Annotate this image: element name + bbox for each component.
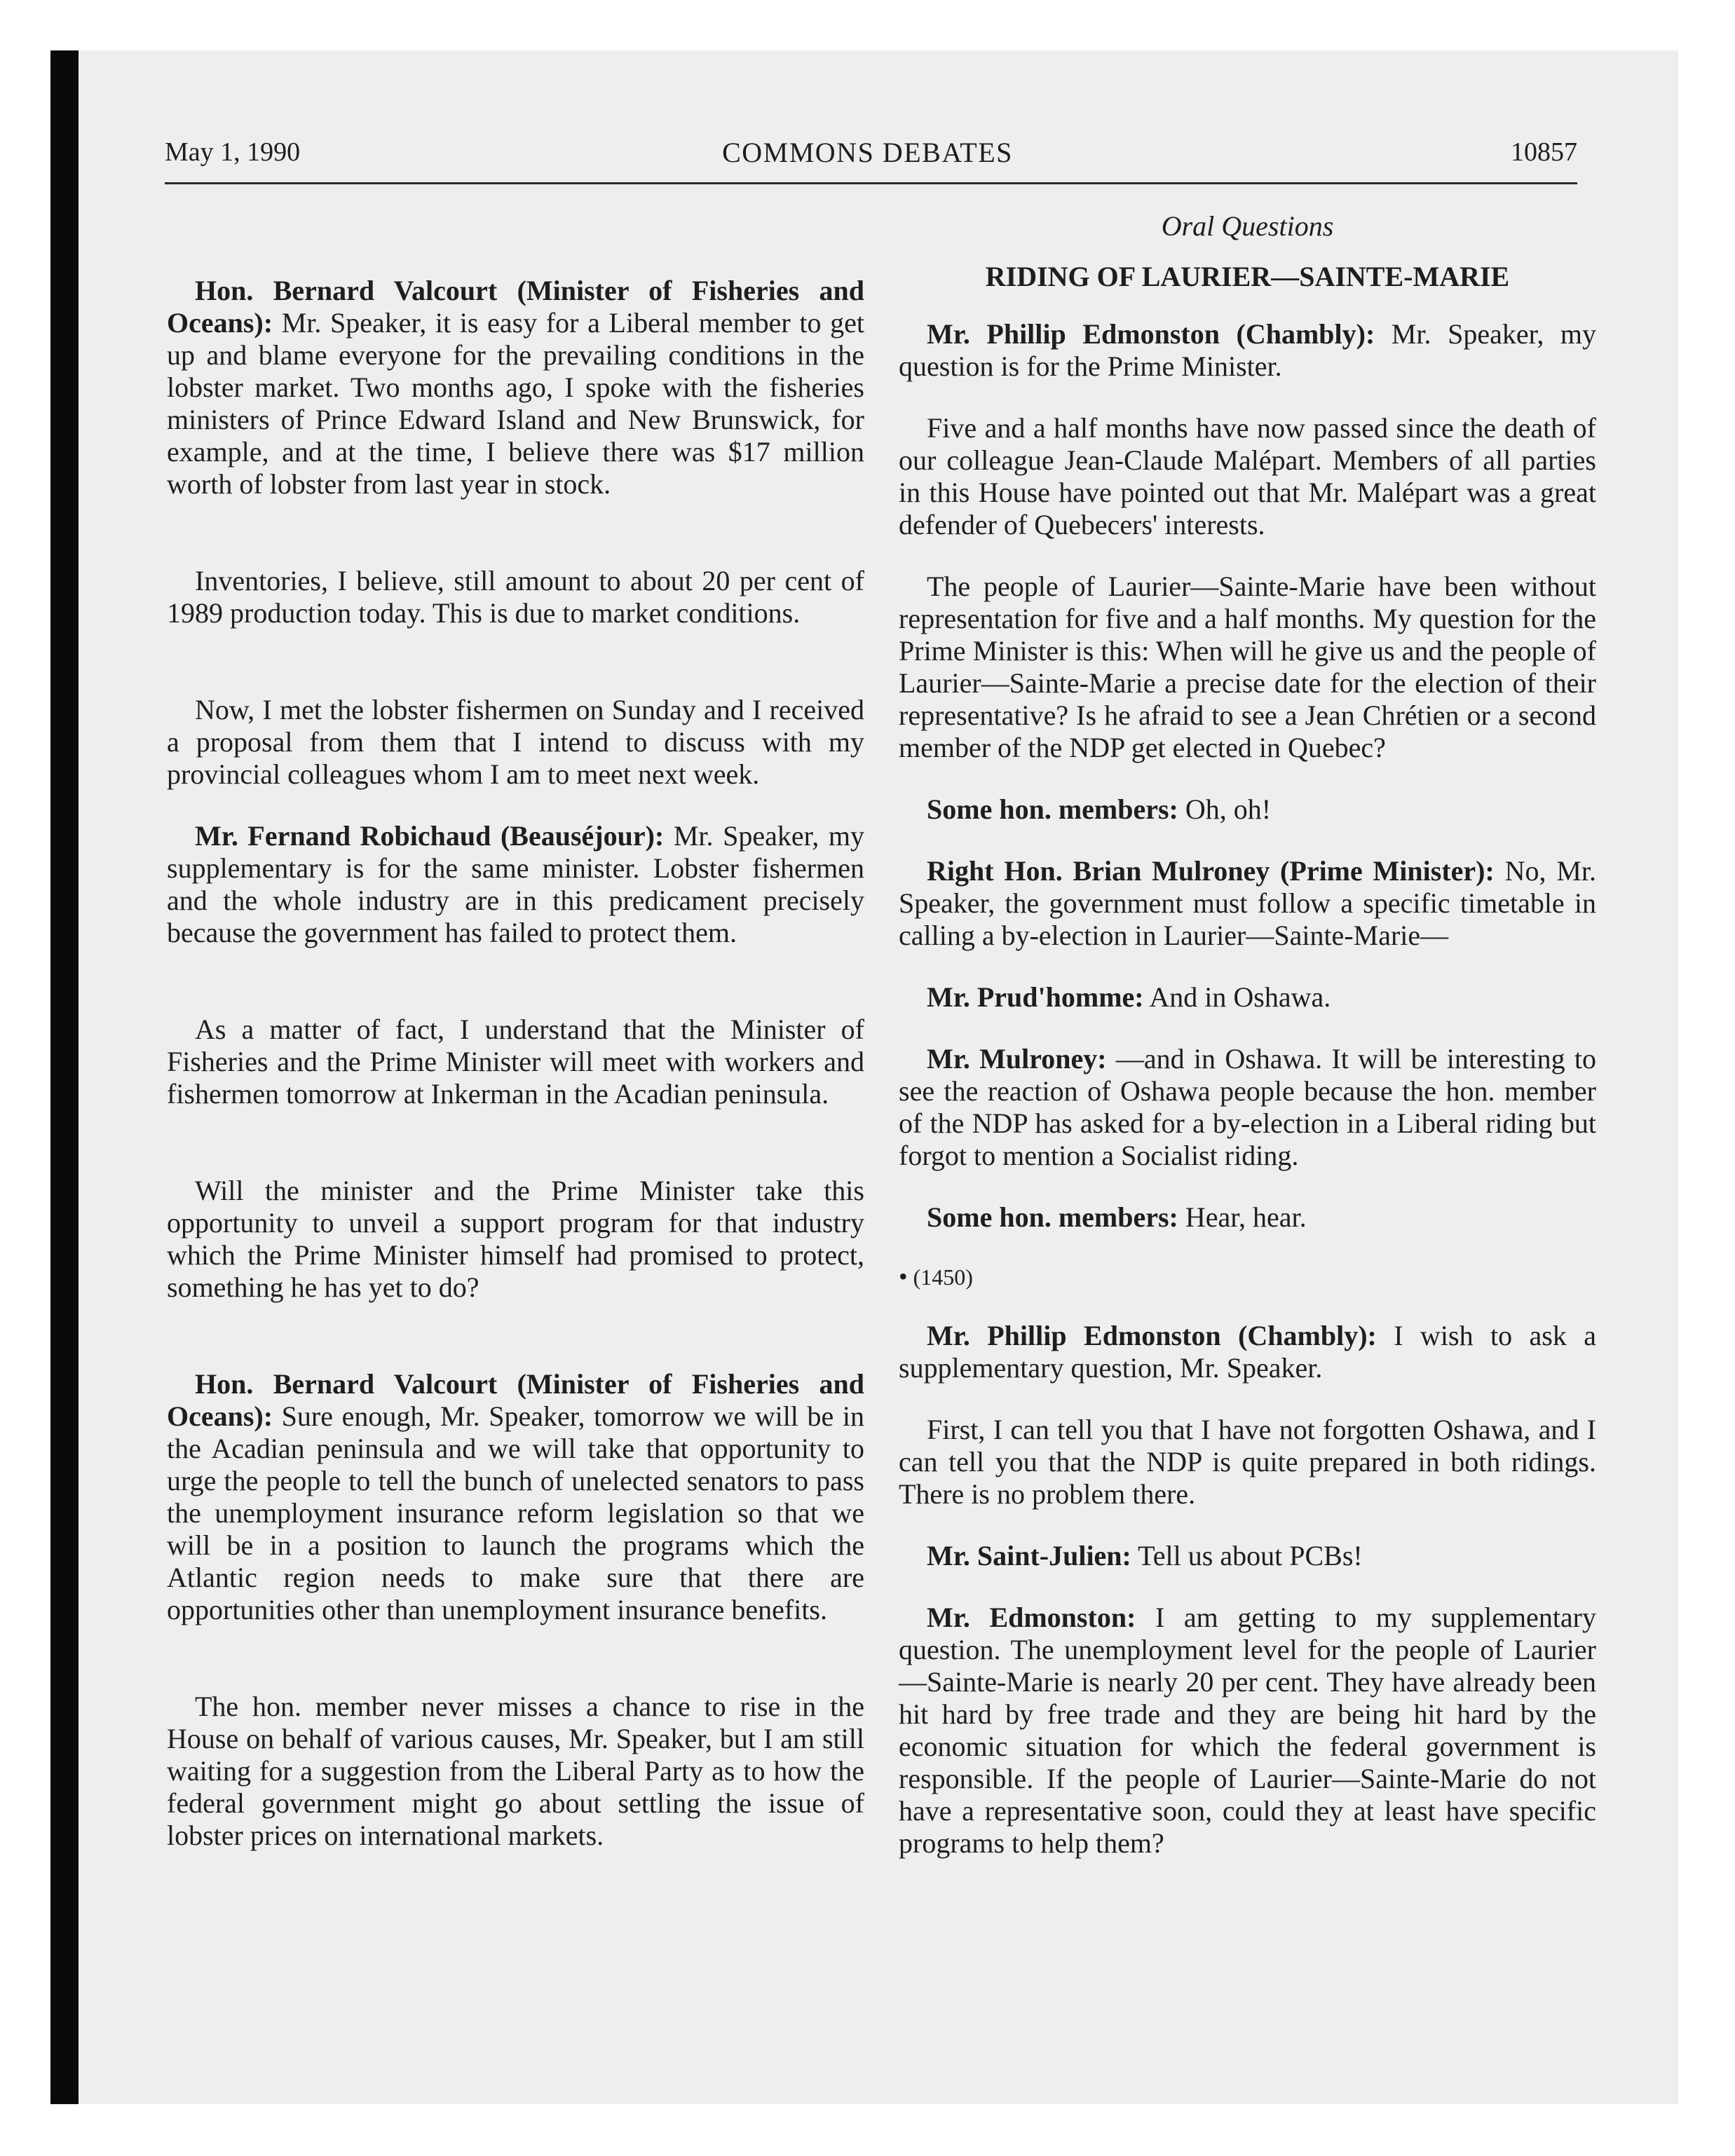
speech-text: Will the minister and the Prime Minister take this opportunity to unveil a support program for that industry which the Prime Minister himself had promised to protect, something he has yet to do? <box>167 1175 864 1303</box>
speech-text: The people of Laurier—Sainte-Marie have been without representation for five and a half months. My question for the Prime Minister is this: When will he give us and the people of Laurier—Sainte-Marie a precise date for the election of their representative? Is he afraid to see a Jean Chrétien or a second member of the NDP get elected in Quebec? <box>899 571 1596 763</box>
speaker-name: Mr. Phillip Edmonston (Chambly): <box>927 318 1375 350</box>
paragraph <box>167 275 864 500</box>
speech-text: As a matter of fact, I understand that the Minister of Fisheries and the Prime Minister will meet with workers and fishermen tomorrow at Inkerman in the Acadian peninsula. <box>167 1014 864 1110</box>
speaker-name: Mr. Phillip Edmonston (Chambly): <box>927 1320 1377 1351</box>
speaker-name: Right Hon. Brian Mulroney (Prime Minister): <box>927 855 1495 887</box>
speech-text: No, Mr. Speaker, the government must follow a specific timetable in calling a by-election in Laurier—Sainte-Marie— <box>899 855 1596 951</box>
speech-text: Oh, oh! <box>1178 793 1272 825</box>
speaker-name: Mr. Fernand Robichaud (Beauséjour): <box>195 820 665 852</box>
paragraph <box>167 1368 864 1626</box>
paragraph <box>899 793 1596 826</box>
speaker-name: Mr. Mulroney: <box>927 1043 1107 1074</box>
speech-text: Mr. Speaker, my supplementary is for the same minister. Lobster fishermen and the whole industry are in this predicament precisely because the government has failed to protect them. <box>167 820 864 948</box>
header-date: May 1, 1990 <box>165 137 301 167</box>
speaker-name: Some hon. members: <box>927 1201 1178 1233</box>
header-title: COMMONS DEBATES <box>722 137 1013 168</box>
speech-text: The hon. member never misses a chance to rise in the House on behalf of various causes, Mr. Speaker, but I am still waiting for a suggestion from the Liberal Party as to how the federal government might go about settling the issue of lobster prices on international markets. <box>167 1691 864 1851</box>
paragraph <box>167 1691 864 1852</box>
speech-text: Five and a half months have now passed since the death of our colleague Jean-Claude Malépart. Members of all parties in this House have pointed out that Mr. Malépart was a great defender of Quebecers' interests. <box>899 412 1596 540</box>
paragraph <box>167 694 864 791</box>
paragraph <box>899 1540 1596 1572</box>
speech-text: Hear, hear. <box>1178 1201 1307 1233</box>
binding-edge <box>50 50 79 2104</box>
speaker-name: Mr. Saint-Julien: <box>927 1540 1131 1571</box>
paragraph <box>167 1014 864 1110</box>
section-heading: RIDING OF LAURIER—SAINTE-MARIE <box>985 261 1510 292</box>
paragraph <box>899 1201 1596 1234</box>
speaker-name: Mr. Prud'homme: <box>927 981 1144 1013</box>
paragraph <box>167 565 864 629</box>
paragraph <box>899 855 1596 952</box>
speaker-name: Hon. Bernard Valcourt (Minister of Fisheries and Oceans): <box>167 1368 864 1432</box>
speech-text: Mr. Speaker, my question is for the Prime Minister. <box>899 318 1596 382</box>
speech-text: Inventories, I believe, still amount to about 20 per cent of 1989 production today. This is due to market conditions. <box>167 565 864 629</box>
bullet-icon: • <box>899 1262 908 1290</box>
paragraph <box>167 820 864 949</box>
paragraph <box>899 318 1596 383</box>
speech-text: I wish to ask a supplementary question, Mr. Speaker. <box>899 1320 1596 1384</box>
paragraph <box>899 981 1596 1014</box>
speech-text: Mr. Speaker, it is easy for a Liberal member to get up and blame everyone for the prevailing conditions in the lobster market. Two months ago, I spoke with the fisheries ministers of Prince Edward Island and New Brunswick, for example, and at the time, I believe there was $17 million worth of lobster from last year in stock. <box>167 307 864 500</box>
paragraph <box>899 412 1596 541</box>
section-title: Oral Questions <box>1161 210 1334 242</box>
paragraph <box>899 1043 1596 1172</box>
speaker-name: Hon. Bernard Valcourt (Minister of Fisheries and Oceans): <box>167 275 864 339</box>
right-column <box>899 210 1596 1860</box>
speaker-name: Mr. Edmonston: <box>927 1602 1136 1633</box>
paragraph <box>899 1602 1596 1860</box>
header-rule <box>165 182 1577 184</box>
speech-text: Tell us about PCBs! <box>1131 1540 1363 1571</box>
left-column <box>167 210 864 1852</box>
speech-text: —and in Oshawa. It will be interesting to see the reaction of Oshawa people because the hon. member of the NDP has asked for a by-election in a Liberal riding but forgot to mention a Socialist riding. <box>899 1043 1596 1171</box>
speech-text: Now, I met the lobster fishermen on Sunday and I received a proposal from them that I intend to discuss with my provincial colleagues whom I am to meet next week. <box>167 694 864 790</box>
speech-text: Sure enough, Mr. Speaker, tomorrow we will be in the Acadian peninsula and we will take that opportunity to urge the people to tell the bunch of unelected senators to pass the unemployment insurance reform legislation so that we will be in a position to launch the programs which the Atlantic region needs to make sure that there are opportunities other than unemployment insurance benefits. <box>167 1400 864 1625</box>
paragraph <box>899 1414 1596 1510</box>
paragraph <box>899 1320 1596 1384</box>
speech-text: First, I can tell you that I have not forgotten Oshawa, and I can tell you that the NDP is quite prepared in both ridings. There is no problem there. <box>899 1414 1596 1510</box>
speaker-name: Some hon. members: <box>927 793 1178 825</box>
paragraph <box>167 1175 864 1304</box>
header-page-number: 10857 <box>1511 137 1577 167</box>
paragraph <box>899 571 1596 764</box>
timestamp <box>899 1260 1596 1293</box>
speech-text: I am getting to my supplementary question. The unemployment level for the people of Laurier—Sainte-Marie is nearly 20 per cent. They have already been hit hard by free trade and they are being hit hard by the economic situation for which the federal government is responsible. If the people of Laurier—Sainte-Marie do not have a representative soon, could they at least have specific programs to help them? <box>899 1602 1597 1859</box>
speech-text: And in Oshawa. <box>1143 981 1331 1013</box>
timestamp-text: (1450) <box>913 1264 973 1290</box>
